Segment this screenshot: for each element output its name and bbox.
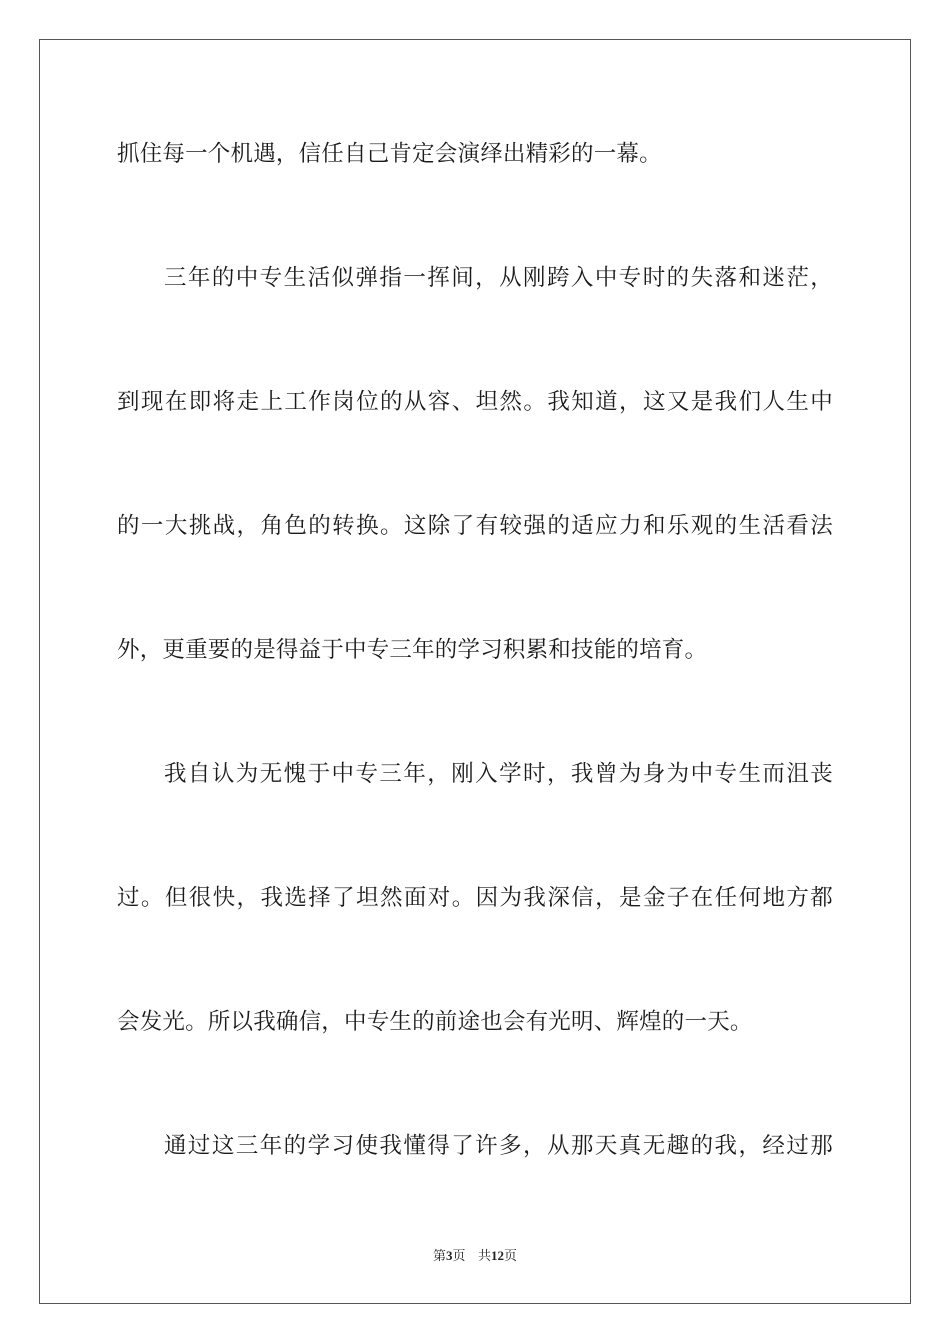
total-pages: 12 [490,1248,504,1263]
paragraph-line: 外，更重要的是得益于中专三年的学习积累和技能的培育。 [117,637,708,663]
paragraph-line: 过。但很快，我选择了坦然面对。因为我深信，是金子在任何地方都 [117,885,833,911]
paragraph-line: 通过这三年的学习使我懂得了许多，从那天真无趣的我，经过那 [164,1133,833,1159]
page-border [39,39,911,1304]
page-number: 3 [446,1248,453,1263]
paragraph-line: 三年的中专生活似弹指一挥间，从刚跨入中专时的失落和迷茫， [164,265,833,291]
paragraph-line: 我自认为无愧于中专三年，刚入学时，我曾为身为中专生而沮丧 [164,761,833,787]
paragraph-line: 的一大挑战，角色的转换。这除了有较强的适应力和乐观的生活看法 [117,513,833,539]
page-footer [0,1247,950,1266]
total-suffix: 页 [503,1249,517,1264]
total-prefix: 共 [477,1249,491,1264]
paragraph-line: 到现在即将走上工作岗位的从容、坦然。我知道，这又是我们人生中 [117,389,833,415]
page-prefix: 第 [433,1249,447,1264]
page-suffix: 页 [452,1249,466,1264]
paragraph-line: 抓住每一个机遇，信任自己肯定会演绎出精彩的一幕。 [117,141,662,167]
paragraph-line: 会发光。所以我确信，中专生的前途也会有光明、辉煌的一天。 [117,1009,753,1035]
